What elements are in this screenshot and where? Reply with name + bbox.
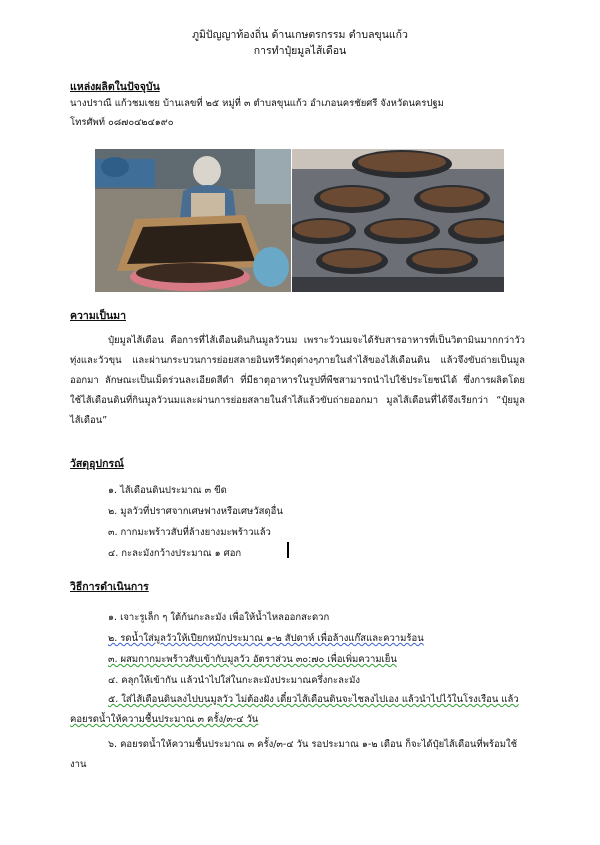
method-step-3: ๓. ผสมกากมะพร้าวสับเข้ากับมูลวัว อัตราส่วน ๓๐:๗๐ เพื่อเพิ่มความเย็น (108, 654, 397, 665)
method-heading: วิธีการดำเนินการ (70, 581, 149, 593)
materials-item-3: ๓. กากมะพร้าวสับที่ล้างยางมะพร้าวแล้ว (108, 527, 271, 538)
method-step-1: ๑. เจาะรูเล็ก ๆ ใต้ก้นกะละมัง เพื่อให้น้ำไหลออกสะดวก (108, 612, 330, 623)
method-step-6: ๖. คอยรดน้ำให้ความชื้นประมาณ ๓ ครั้ง/๓-๔ วัน รอประมาณ ๑-๒ เดือน ก็จะได้ปุ๋ยไส้เดือนที่พร้อมใช้งาน (70, 739, 518, 770)
photo-sifting-compost (95, 149, 291, 292)
source-heading: แหล่งผลิตในปัจจุบัน (70, 81, 160, 93)
method-step-2: ๒. รดน้ำใส่มูลวัวให้เปียกหมักประมาณ ๑-๒ สัปดาห์ เพื่อล้างแก๊สและความร้อน (108, 633, 424, 644)
materials-heading: วัสดุอุปกรณ์ (70, 458, 124, 470)
background-heading: ความเป็นมา (70, 310, 126, 322)
background-paragraph: ปุ๋ยมูลไส้เดือน คือการที่ไส้เดือนดินกินมูลวัวนม เพราะวัวนมจะได้รับสารอาหารที่เป็นวิตามินมากกว่าวัวทุ่งและวัวขุน และผ่านกระบวนการย่อยสลายอินทรีวัตถุต่างๆภายในลำไส้ของไส้เดือนดิน แล้วจึงขับถ่ายเป็นมูลออกมา ลักษณะเป็นเม็ดร่วนละเอียดสีดำ ที่มีธาตุอาหารในรูปที่พืชสามารถนำไปใช้ประโยชน์ได้ ซึ่งการผลิตโดยใช้ไส้เดือนดินที่กินมูลวัวนมและผ่านการย่อยสลายในลำไส้แล้วขับถ่ายออกมา มูลไส้เดือนที่ได้จึงเรียกว่า “ปุ๋ยมูลไส้เดือน” (70, 335, 525, 426)
document-title: ภูมิปัญญาท้องถิ่น ด้านเกษตรกรรม ตำบลขุนแก้ว (192, 29, 408, 41)
text-cursor (287, 542, 289, 558)
method-step-5: ๕. ใส่ไส้เดือนดินลงไปบนมูลวัว ไม่ต้องฝัง เดี๋ยวไส้เดือนดินจะไชลงไปเอง แล้วนำไปไว้ในโรงเรือน แล้วคอยรดน้ำให้ความชื้นประมาณ ๓ ครั้ง/๓-๔ วัน (70, 694, 519, 725)
source-phone: โทรศัพท์ ๐๘๗๐๔๒๔๑๙๐ (70, 117, 174, 128)
materials-item-2: ๒. มูลวัวที่ปราศจากเศษฟางหรือเศษวัสดุอื่น (108, 506, 283, 517)
materials-item-4: ๔. กะละมังกว้างประมาณ ๑ ศอก (108, 548, 242, 559)
source-address: นางปราณี แก้วชมเชย บ้านเลขที่ ๒๕ หมู่ที่ ๓ ตำบลขุนแก้ว อำเภอนครชัยศรี จังหวัดนครปฐม (70, 98, 444, 109)
photo-compost-basins (292, 149, 504, 292)
materials-item-1: ๑. ไส้เดือนดินประมาณ ๓ ขีด (108, 485, 227, 496)
method-step-4: ๔. คลุกให้เข้ากัน แล้วนำไปใส่ในกะละมังประมาณครึ่งกะละมัง (108, 675, 360, 686)
document-subtitle: การทำปุ๋ยมูลไส้เดือน (253, 45, 347, 57)
